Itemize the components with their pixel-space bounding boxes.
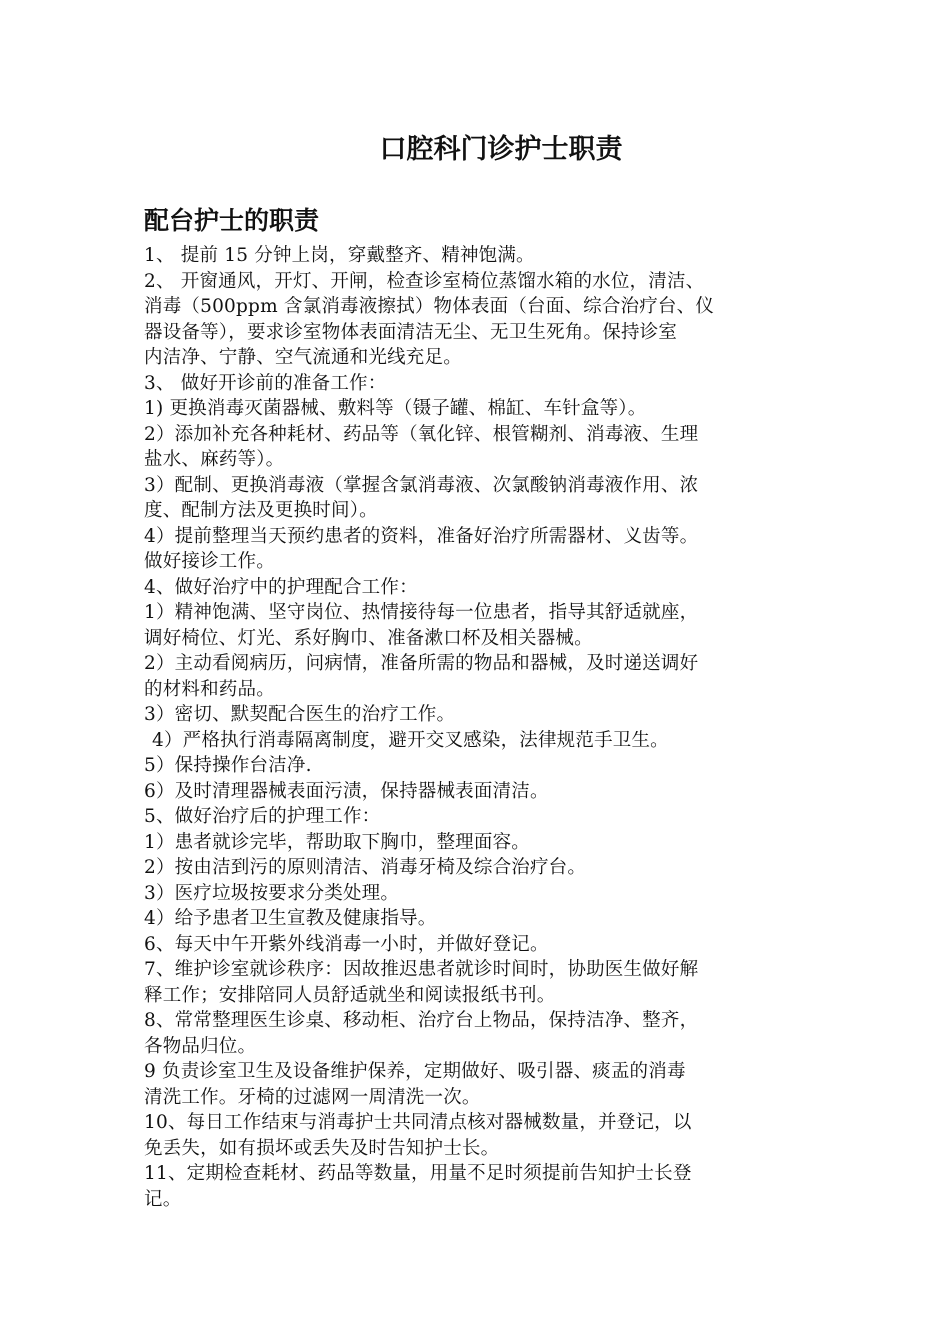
- document-line: 内洁净、宁静、空气流通和光线充足。: [144, 347, 462, 368]
- document-line: 做好接诊工作。: [144, 551, 275, 572]
- document-line: 各物品归位。: [144, 1035, 257, 1057]
- document-line: 6、每天中午开紫外线消毒一小时，并做好登记。: [144, 933, 549, 955]
- document-line: 11、定期检查耗材、药品等数量，用量不足时须提前告知护士长登: [144, 1163, 692, 1184]
- document-line: 2）主动看阅病历，问病情，准备所需的物品和器械，及时递送调好: [144, 653, 699, 674]
- document-line: 1) 更换消毒灭菌器械、敷料等（镊子罐、棉缸、车针盒等）。: [144, 398, 647, 419]
- document-line: 5、做好治疗后的护理工作：: [144, 806, 381, 827]
- document-line: 2）按由洁到污的原则清洁、消毒牙椅及综合治疗台。: [144, 857, 587, 878]
- document-line: 消毒（500ppm 含氯消毒液擦拭）物体表面（台面、综合治疗台、仪: [144, 296, 715, 317]
- document-line: 2、 开窗通风，开灯、开闸，检查诊室椅位蒸馏水箱的水位，清洁、: [144, 270, 705, 292]
- document-line: 3）配制、更换消毒液（掌握含氯消毒液、次氯酸钠消毒液作用、浓: [144, 474, 699, 496]
- document-line: 1、 提前 15 分钟上岗，穿戴整齐、精神饱满。: [144, 245, 535, 266]
- document-line: 3、 做好开诊前的准备工作：: [144, 372, 387, 394]
- document-line: 10、每日工作结束与消毒护士共同清点核对器械数量，并登记，以: [144, 1112, 692, 1133]
- document-line: 盐水、麻药等）。: [144, 449, 285, 470]
- document-line: 释工作；安排陪同人员舒适就坐和阅读报纸书刊。: [144, 984, 556, 1006]
- document-line: 4）提前整理当天预约患者的资料，准备好治疗所需器材、义齿等。: [144, 525, 699, 547]
- document-line: 度、配制方法及更换时间）。: [144, 500, 378, 521]
- document-line: 3）密切、默契配合医生的治疗工作。: [144, 704, 456, 725]
- document-line: 清洗工作。牙椅的过滤网一周清洗一次。: [144, 1086, 481, 1108]
- document-line: 6）及时清理器械表面污渍，保持器械表面清洁。: [144, 780, 549, 802]
- document-body: [144, 243, 816, 1212]
- document-line: 9 负责诊室卫生及设备维护保养，定期做好、吸引器、痰盂的消毒: [144, 1061, 686, 1082]
- document-line: 记。: [144, 1188, 182, 1210]
- document-line: 5）保持操作台洁净.: [144, 755, 312, 776]
- document-line: 4）严格执行消毒隔离制度，避开交叉感染，法律规范手卫生。: [152, 729, 669, 751]
- section-heading: 配台护士的职责: [144, 206, 320, 235]
- document-line: 器设备等），要求诊室物体表面清洁无尘、无卫生死角。保持诊室: [144, 321, 678, 343]
- document-line: 的材料和药品。: [144, 678, 275, 700]
- document-line: 4）给予患者卫生宣教及健康指导。: [144, 908, 437, 929]
- document-line: 1）患者就诊完毕，帮助取下胸巾，整理面容。: [144, 831, 530, 853]
- document-line: 免丢失，如有损坏或丢失及时告知护士长。: [144, 1137, 500, 1159]
- document-line: 4、做好治疗中的护理配合工作：: [144, 576, 418, 598]
- document-line: 7、维护诊室就诊秩序：因故推迟患者就诊时间时，协助医生做好解: [144, 959, 699, 980]
- document-line: 1）精神饱满、坚守岗位、热情接待每一位患者，指导其舒适就座，: [144, 602, 699, 623]
- document-line: 调好椅位、灯光、系好胸巾、准备漱口杯及相关器械。: [144, 627, 593, 649]
- document-line: 3）医疗垃圾按要求分类处理。: [144, 882, 400, 904]
- page-title: 口腔科门诊护士职责: [379, 134, 623, 165]
- document-line: 2）添加补充各种耗材、药品等（氧化锌、根管糊剂、消毒液、生理: [144, 423, 699, 445]
- document-line: 8、常常整理医生诊桌、移动柜、治疗台上物品，保持洁净、整齐，: [144, 1010, 699, 1031]
